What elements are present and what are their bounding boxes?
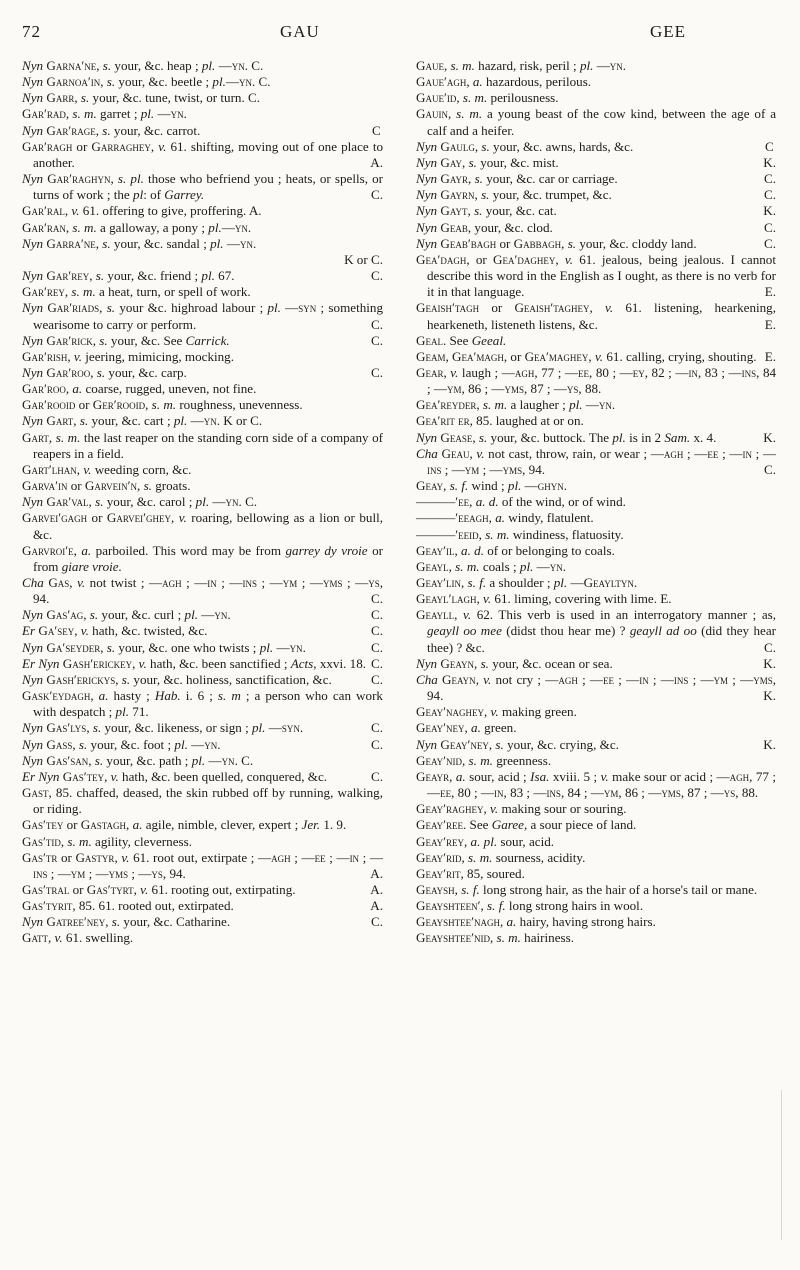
dictionary-entry: Gea′rit er, 85. laughed at or on. [416,413,584,429]
dictionary-entry: Geayshtee′nid, s. m. hairiness. [416,930,574,946]
dictionary-entry: Er Nyn Gas′tey, v. hath, &c. been quelled, conquered, &c. C. [22,768,383,784]
dictionary-entry: Gar′roo, a. coarse, rugged, uneven, not fine. [22,381,257,397]
dictionary-entry: Geay′lin, s. f. a shoulder ; pl. —Geayltyn. [416,575,638,590]
dictionary-entry: Gear, v. laugh ; —agh, 77 ; —ee, 80 ; —ey, 82 ; —in, 83 ; —ins, 84 ; —ym, 86 ; —yms, 87 ; —ys, 88. [416,364,777,397]
guide-word-left: GAU [280,22,320,41]
dictionary-entry: Nyn Gar′roo, s. your, &c. carp. C. [22,364,383,380]
dictionary-entry: Geay′nid, s. m. greenness. [416,752,552,768]
dictionary-entry: Nyn Gayt, s. your, &c. cat. K. [416,203,776,219]
dictionary-entry: Gaue′agh, a. hazardous, perilous. [416,74,592,90]
dictionary-entry: Geay′rey, a. pl. sour, acid. [416,833,555,849]
dictionary-entry: Nyn Garr, s. your, &c. tune, twist, or turn. C. [22,90,261,106]
dictionary-entry: Garvroi′e, a. parboiled. This word may be from garrey dy vroie or from giare vroie. [22,542,383,574]
dictionary-entry: Er Nyn Gash′erickey, v. hath, &c. been sanctified ; Acts, xxvi. 18. C. [22,655,383,671]
dictionary-entry: Gaue′id, s. m. perilousness. [416,90,559,106]
dictionary-entry: Gas′tid, s. m. agility, cleverness. [22,833,192,849]
dictionary-entry: Gar′ral, v. 61. offering to give, proffering. A. [22,203,262,219]
dictionary-entry: Gar′rey, s. m. a heat, turn, or spell of work. [22,284,251,300]
dictionary-entry: Nyn Gas′lys, s. your, &c. likeness, or sign ; pl. —syn. C. [22,720,383,736]
dictionary-entry: Nyn Gart, s. your, &c. cart ; pl. —yn. K or C. [22,413,263,429]
dictionary-entry: Geayl′lagh, v. 61. liming, covering with lime. E. [416,591,672,607]
dictionary-entry: Geay′ney, a. green. [416,720,517,736]
dictionary-entry: Cha Geau, v. not cast, throw, rain, or wear ; —agh ; —ee ; —in ; —ins ; —ym ; —yms, 94. C. [416,445,777,477]
dictionary-entry: Nyn Gaulg, s. your, &c. awns, hards, &c. C [416,138,774,154]
dictionary-entry: Gar′rad, s. m. garret ; pl. —yn. [22,106,187,122]
guide-word-right: GEE [650,22,687,41]
dictionary-entry: ———′ee, a. d. of the wind, or of wind. [416,494,626,510]
dictionary-entry: Gas′tey or Gastagh, a. agile, nimble, clever, expert ; Jer. 1. 9. [22,817,347,833]
dictionary-entry: Nyn Garnoa′in, s. your, &c. beetle ; pl.—yn. C. [22,74,271,90]
dictionary-entry: Geay′raghey, v. making sour or souring. [416,801,627,817]
dictionary-entry: ———′eeagh, a. windy, flatulent. [416,510,594,526]
dictionary-entry: Nyn Geab′bagh or Gabbagh, s. your, &c. cloddy land. C. [416,235,776,251]
dictionary-entry: Geayshtee′nagh, a. hairy, having strong hairs. [416,914,656,930]
dictionary-entry: Gas′tyrit, 85. 61. rooted out, extirpated. A. [22,898,383,914]
dictionary-entry: Geayl, s. m. coals ; pl. —yn. [416,558,567,574]
dictionary-entry: Gar′ran, s. m. a galloway, a pony ; pl.—yn. [22,219,252,235]
dictionary-entry: Geay, s. f. wind ; pl. —ghyn. [416,478,568,494]
dictionary-entry: Nyn Gar′rey, s. your, &c. friend ; pl. 67. C. [22,268,383,284]
dictionary-entry: Gas′tral or Gas′tyrt, v. 61. rooting out, extirpating. A. [22,881,383,897]
dictionary-entry: Cha Geayn, v. not cry ; —agh ; —ee ; —in ; —ins ; —ym ; —yms, 94. K. [416,671,777,704]
dictionary-entry: Geay′rid, s. m. sourness, acidity. [416,849,586,865]
running-header [22,18,778,48]
dictionary-entry: Geaysh, s. f. long strong hair, as the hair of a horse's tail or mane. [416,881,758,897]
dictionary-entry: Gaue, s. m. hazard, risk, peril ; pl. —yn. [416,58,627,73]
dictionary-entry: Nyn Gar′rick, s. your, &c. See Carrick. C. [22,332,383,348]
dictionary-entry: Nyn Geay′ney, s. your, &c. crying, &c. K. [416,736,776,752]
dictionary-entry: Nyn Gay, s. your, &c. mist. K. [416,154,776,170]
dictionary-entry: Nyn Gease, s. your, &c. buttock. The pl. is in 2 Sam. x. 4. K. [416,429,776,445]
dictionary-entry: Gauin, s. m. a young beast of the cow kind, between the age of a calf and a heifer. [416,106,777,138]
page-number: 72 [22,22,41,41]
dictionary-entry: Nyn Gayrn, s. your, &c. trumpet, &c. C. [416,187,776,203]
dictionary-entry: Gask′eydagh, a. hasty ; Hab. i. 6 ; s. m ; a person who can work with despatch ; pl. 71. [22,688,383,720]
dictionary-entry: Nyn Ga′seyder, s. your, &c. one who twists ; pl. —yn. C. [22,639,383,655]
dictionary-entry: Geay′naghey, v. making green. [416,704,577,720]
dictionary-entry: Nyn Gas′san, s. your, &c. path ; pl. —yn. C. [22,752,254,768]
dictionary-entry: Garvei′gagh or Garvei′ghey, v. roaring, bellowing as a lion or bull, &c. [22,510,383,542]
dictionary-entry: Gar′rish, v. jeering, mimicing, mocking. [22,348,235,364]
dictionary-entry: Geay′rit, 85, soured. [416,865,525,881]
dictionary-entry: Nyn Geayn, s. your, &c. ocean or sea. K. [416,655,776,671]
dictionary-entry: Gar′rooid or Ger′rooid, s. m. roughness, unevenness. [22,397,303,413]
dictionary-entry: Geam, Gea′magh, or Gea′maghey, v. 61. calling, crying, shouting. E. [416,348,776,364]
dictionary-entry: Nyn Gatree′ney, s. your, &c. Catharine. C. [22,914,383,930]
dictionary-entry: Geayshteen′, s. f. long strong hairs in wool. [416,898,644,914]
dictionary-entry: Geay′il, a. d. of or belonging to coals. [416,542,615,558]
dictionary-entry: Gar′ragh or Garraghey, v. 61. shifting, moving out of one place to another. A. [22,138,383,170]
dictionary-entry: Nyn Gass, s. your, &c. foot ; pl. —yn. C. [22,736,383,752]
dictionary-entry: Nyn Gayr, s. your, &c. car or carriage. C. [416,171,776,187]
dictionary-entry: Geayll, v. 62. This verb is used in an interrogatory manner ; as, geayll oo mee (didst thou hear me) ? geayll ad oo (did they hear thee) ? &c. C. [416,607,776,655]
dictionary-entry: Er Ga′sey, v. hath, &c. twisted, &c. C. [22,623,383,639]
dictionary-entry: Garva′in or Garvein′n, s. groats. [22,478,191,494]
dictionary-entry: Gea′dagh, or Gea′daghey, v. 61. jealous, being jealous. I cannot describe this word in the English as I ought, as there is no verb for it in that language. E. [416,251,776,300]
dictionary-entry: Nyn Gar′val, s. your, &c. carol ; pl. —yn. C. [22,494,258,510]
dictionary-entry: Gart′lhan, v. weeding corn, &c. [22,461,192,477]
dictionary-entry: Gast, 85. chaffed, deased, the skin rubbed off by running, walking, or riding. [22,785,383,817]
dictionary-entry: Nyn Gas′ag, s. your, &c. curl ; pl. —yn. C. [22,607,383,623]
dictionary-entry: Gea′reyder, s. m. a laugher ; pl. —yn. [416,397,616,413]
dictionary-entry: Geayr, a. sour, acid ; Isa. xviii. 5 ; v. make sour or acid ; —agh, 77 ; —ee, 80 ; —in, 83 ; —ins, 84 ; —ym, 86 ; —yms, 87 ; —ys, 88. [416,768,776,801]
right-column [416,58,776,947]
dictionary-entry: Nyn Gar′riads, s. your &c. highroad labour ; pl. —syn ; something wearisome to carry or perform. C. [22,300,383,332]
dictionary-entry: Gatt, v. 61. swelling. [22,930,134,946]
page-edge-mark [781,1090,796,1240]
dictionary-entry: Nyn Gash′erickys, s. your, &c. holiness, sanctification, &c. C. [22,671,383,687]
left-column [22,58,383,947]
dictionary-entry: Nyn Garra′ne, s. your, &c. sandal ; pl. —yn. K or C. [22,235,383,267]
dictionary-entry: Cha Gas, v. not twist ; —agh ; —in ; —ins ; —ym ; —yms ; —ys, 94. C. [22,575,384,607]
dictionary-entry: Geaish′tagh or Geaish′taghey, v. 61. listening, hearkening, hearkeneth, listeneth listens, &c. E. [416,300,776,332]
dictionary-entry: Gart, s. m. the last reaper on the standing corn side of a company of reapers in a field. [22,429,384,461]
dictionary-entry: Nyn Gar′rage, s. your, &c. carrot. C [22,122,381,138]
dictionary-entry: Geay′ree. See Garee, a sour piece of land. [416,817,637,833]
dictionary-entry: ———′eeid, s. m. windiness, flatuosity. [416,526,624,542]
dictionary-entry: Geal. See Geeal. [416,332,507,348]
dictionary-entry: Nyn Garna′ne, s. your, &c. heap ; pl. —yn. C. [22,58,264,73]
dictionary-entry: Gas′tr or Gastyr, v. 61. root out, extirpate ; —agh ; —ee ; —in ; —ins ; —ym ; —yms ; —ys, 94. A. [22,849,384,881]
dictionary-entry: Nyn Geab, your, &c. clod. C. [416,219,776,235]
dictionary-entry: Nyn Gar′raghyn, s. pl. those who befriend you ; heats, or spells, or turns of work ; the pl: of Garrey. C. [22,171,383,203]
